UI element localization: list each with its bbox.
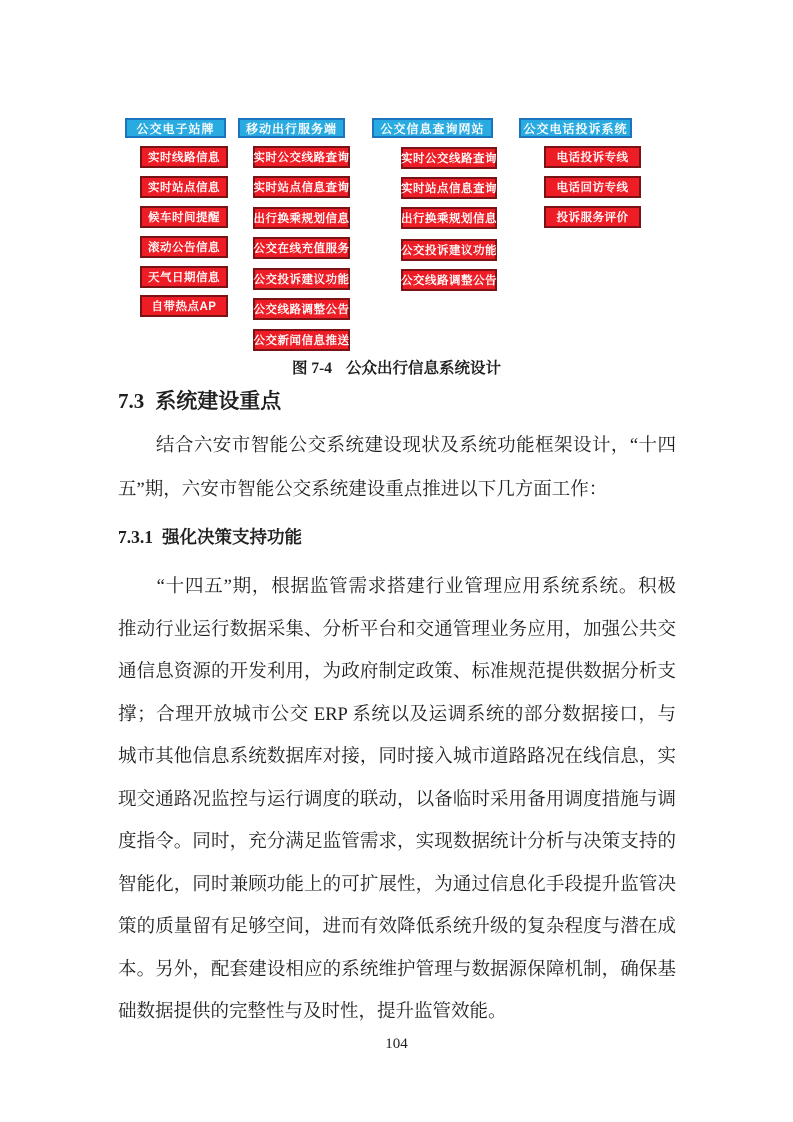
fig-header-mobile-travel-service: 移动出行服务端 — [238, 118, 345, 138]
figure-item: 实时公交线路查询 — [401, 147, 497, 169]
figure-item: 实时公交线路查询 — [253, 146, 350, 168]
text-line: 推动行业运行数据采集、分析平台和交通管理业务应用，加强公共交 — [118, 619, 676, 640]
text-line: “十四五”期，根据监管需求搭建行业管理应用系统系统。积极 — [118, 577, 676, 597]
figure-item: 公交新闻信息推送 — [253, 329, 350, 351]
figure-item: 自带热点AP — [140, 295, 228, 317]
figure-item: 投诉服务评价 — [544, 206, 641, 228]
figure-item: 出行换乘规划信息 — [401, 207, 497, 229]
text-line: 本。另外，配套建设相应的系统维护管理与数据源保障机制，确保基 — [118, 959, 676, 980]
figure-item: 实时站点信息查询 — [401, 177, 497, 199]
figure-caption-title: 公众出行信息系统设计 — [346, 360, 502, 377]
figure-item: 实时线路信息 — [140, 146, 228, 168]
fig-header-bus-electronic-stop-sign: 公交电子站牌 — [125, 118, 226, 138]
text-line: 度指令。同时，充分满足监管需求，实现数据统计分析与决策支持的 — [118, 832, 676, 852]
figure-caption-label: 图 7-4 — [291, 360, 333, 377]
figure-item: 公交投诉建议功能 — [401, 239, 497, 261]
figure-caption — [0, 356, 793, 378]
text-line: 通信息资源的开发利用，为政府制定政策、标准规范提供数据分析支 — [118, 662, 676, 682]
figure-item: 天气日期信息 — [140, 266, 228, 288]
text-line: 智能化，同时兼顾功能上的可扩展性，为通过信息化手段提升监管决 — [118, 874, 676, 895]
figure-item: 实时站点信息 — [140, 176, 228, 198]
section-number: 7.3 — [118, 389, 145, 413]
text-line: 策的质量留有足够空间，进而有效降低系统升级的复杂程度与潜在成 — [118, 917, 676, 937]
figure-item: 滚动公告信息 — [140, 236, 228, 258]
figure-item: 公交线路调整公告 — [253, 298, 350, 320]
section-heading — [118, 385, 281, 415]
figure-item: 公交线路调整公告 — [401, 269, 497, 291]
figure-item: 公交投诉建议功能 — [253, 268, 350, 290]
text-line: 础数据提供的完整性与及时性，提升监管效能。 — [118, 1002, 507, 1022]
figure-item: 电话回访专线 — [544, 176, 641, 198]
body-paragraph — [118, 566, 676, 1034]
text-line: 撑；合理开放城市公交 ERP 系统以及运调系统的部分数据接口，与 — [118, 704, 676, 725]
subsection-number: 7.3.1 — [118, 527, 153, 547]
figure-item: 候车时间提醒 — [140, 206, 228, 228]
fig-header-bus-info-query-website: 公交信息查询网站 — [372, 118, 493, 138]
section-title: 系统建设重点 — [155, 389, 282, 413]
figure-item: 电话投诉专线 — [544, 146, 641, 168]
subsection-title: 强化决策支持功能 — [162, 527, 302, 547]
text-line: 城市其他信息系统数据库对接，同时接入城市道路路况在线信息，实 — [118, 747, 676, 767]
intro-paragraph — [118, 424, 676, 512]
page-number: 104 — [385, 1036, 408, 1052]
fig-header-bus-phone-complaint-system: 公交电话投诉系统 — [519, 118, 632, 138]
text-line: 现交通路况监控与运行调度的联动，以备临时采用备用调度措施与调 — [118, 789, 676, 810]
figure-item: 公交在线充值服务 — [253, 237, 350, 259]
text-line: 五”期，六安市智能公交系统建设重点推进以下几方面工作： — [118, 480, 608, 500]
text-line: 结合六安市智能公交系统建设现状及系统功能框架设计，“十四 — [118, 436, 676, 456]
figure-item: 实时站点信息查询 — [253, 176, 350, 198]
figure-item: 出行换乘规划信息 — [253, 207, 350, 229]
subsection-heading — [118, 524, 302, 549]
